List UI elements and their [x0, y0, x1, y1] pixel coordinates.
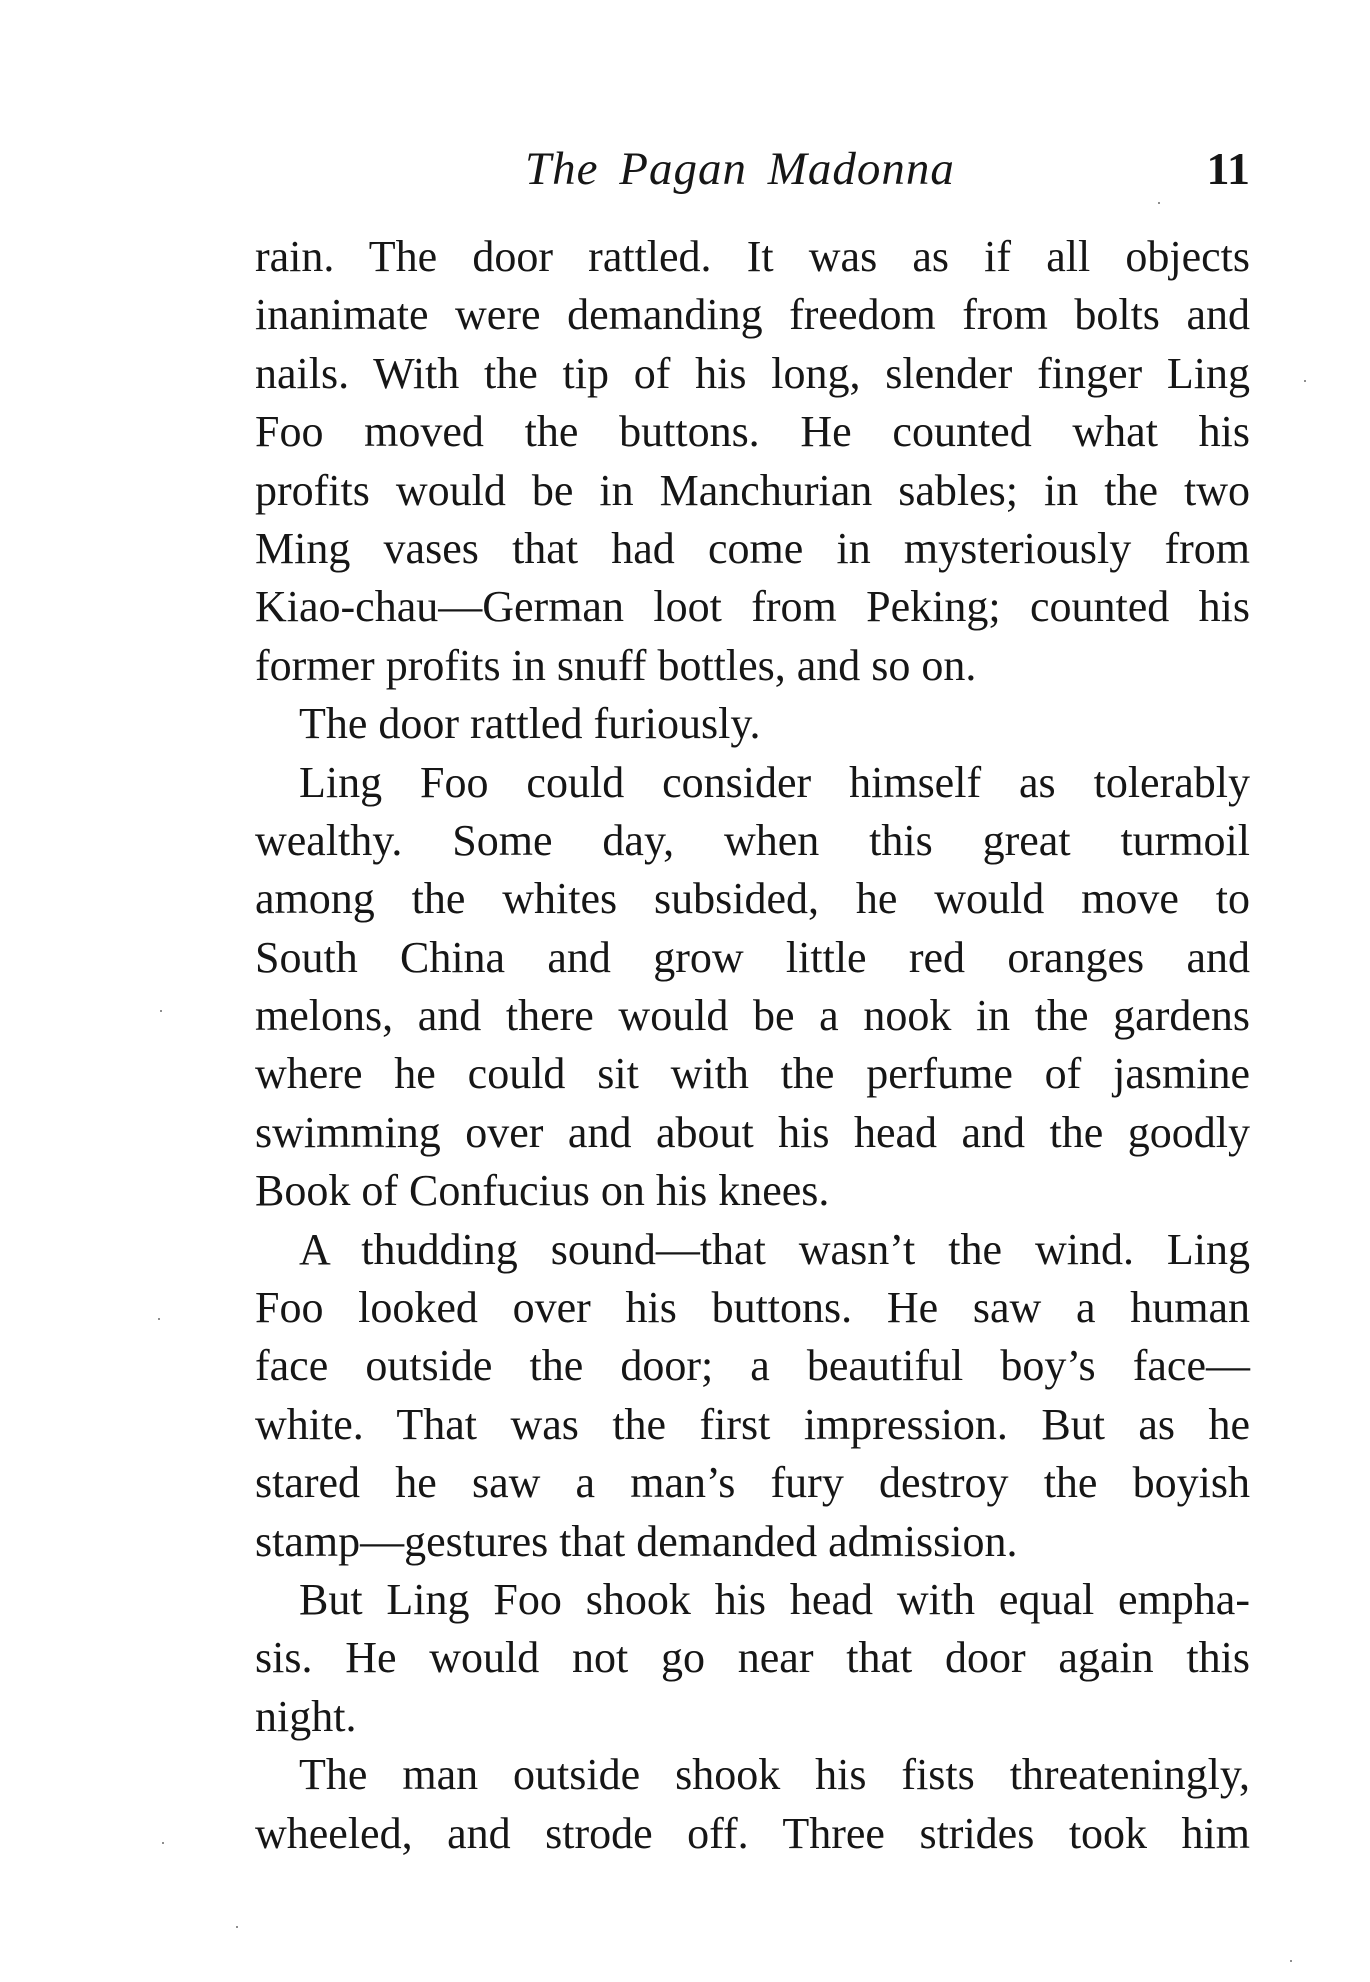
book-title: The Pagan Madonna — [525, 143, 955, 195]
text-line: stared he saw a man’s fury destroy the boyish — [255, 1458, 1250, 1508]
running-head — [255, 142, 1250, 202]
text-line: wealthy. Some day, when this great turmoil — [255, 815, 1250, 865]
text-line: nails. With the tip of his long, slender finger Ling — [255, 348, 1250, 398]
scan-speck — [1304, 380, 1306, 382]
text-line: among the whites subsided, he would move to — [255, 874, 1250, 924]
scan-speck — [1290, 1960, 1292, 1962]
text-line: night. — [255, 1691, 357, 1741]
text-line: face outside the door; a beautiful boy’s face— — [255, 1341, 1250, 1391]
page-number: 11 — [1206, 143, 1250, 194]
paragraph-first-line: Ling Foo could consider himself as tolerably — [299, 757, 1250, 807]
text-line: where he could sit with the perfume of jasmine — [255, 1049, 1250, 1099]
text-line: swimming over and about his head and the goodly — [255, 1107, 1250, 1157]
scan-speck — [1158, 202, 1160, 204]
text-line: profits would be in Manchurian sables; in the two — [255, 465, 1250, 515]
text-line: South China and grow little red oranges and — [255, 932, 1250, 982]
text-line: former profits in snuff bottles, and so on. — [255, 640, 977, 690]
paragraph-first-line: A thudding sound—that wasn’t the wind. Ling — [299, 1224, 1250, 1274]
text-line: Foo moved the buttons. He counted what his — [255, 407, 1250, 457]
text-line: Book of Confucius on his knees. — [255, 1166, 830, 1216]
text-line: melons, and there would be a nook in the gardens — [255, 991, 1250, 1041]
text-line: stamp—gestures that demanded admission. — [255, 1516, 1018, 1566]
text-line: Foo looked over his buttons. He saw a human — [255, 1283, 1250, 1333]
text-line: Kiao-chau—German loot from Peking; counted his — [255, 582, 1250, 632]
paragraph-first-line: The door rattled furiously. — [299, 699, 761, 749]
paragraph-first-line: But Ling Foo shook his head with equal empha- — [299, 1574, 1250, 1624]
text-line: wheeled, and strode off. Three strides took him — [255, 1808, 1250, 1858]
scan-speck — [162, 1842, 164, 1844]
text-line: inanimate were demanding freedom from bolts and — [255, 290, 1250, 340]
text-line: white. That was the first impression. But as he — [255, 1399, 1250, 1449]
scan-speck — [160, 1010, 162, 1012]
text-line: rain. The door rattled. It was as if all objects — [255, 232, 1250, 281]
text-line: Ming vases that had come in mysteriously from — [255, 523, 1250, 573]
scan-speck — [236, 1926, 238, 1928]
paragraph-first-line: The man outside shook his fists threateningly, — [299, 1750, 1250, 1800]
body-text — [255, 228, 1250, 1863]
scan-speck — [158, 1318, 160, 1320]
text-line: sis. He would not go near that door again this — [255, 1633, 1250, 1683]
